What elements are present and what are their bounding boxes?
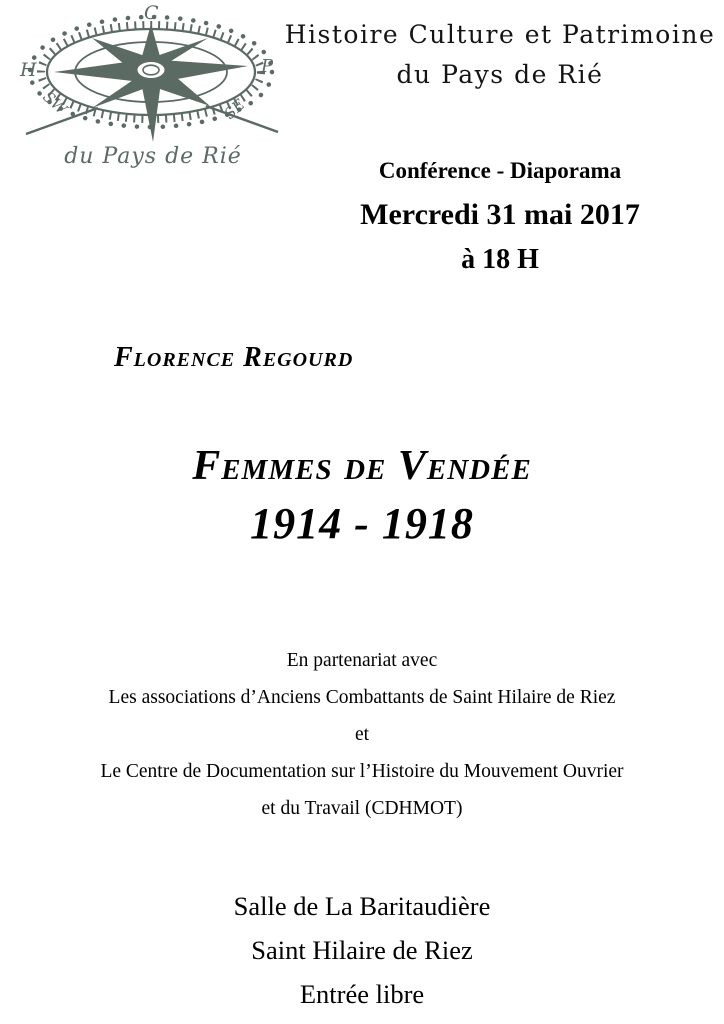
org-name-line2: du Pays de Rié	[396, 60, 604, 89]
compass-rose-graphic	[8, 2, 298, 152]
partnership-intro: En partenariat avec	[286, 650, 438, 671]
venue-admission: Entrée libre	[299, 979, 425, 1009]
partnership-block	[0, 642, 724, 827]
event-date: Mercredi 31 mai 2017	[360, 198, 640, 231]
partnership-line: et	[354, 724, 370, 745]
venue-block	[0, 884, 724, 1016]
event-years: 1914 - 1918	[250, 499, 474, 548]
compass-letter-c-icon: C	[144, 2, 159, 24]
logo-compass	[8, 2, 298, 169]
partnership-line: Le Centre de Documentation sur l’Histoire du Mouvement Ouvrier	[100, 761, 624, 782]
partnership-line: Les associations d’Anciens Combattants de Saint Hilaire de Riez	[108, 687, 616, 708]
event-type: Conférence - Diaporama	[378, 158, 622, 183]
compass-label-sw: SW	[39, 87, 71, 119]
logo-caption: du Pays de Rié	[64, 144, 242, 169]
compass-letter-p-icon: P	[261, 56, 274, 77]
event-time: à 18 H	[461, 244, 539, 275]
compass-hub-inner	[143, 65, 159, 75]
compass-star	[54, 24, 248, 142]
compass-label-se: SE	[220, 95, 249, 123]
speaker-name: Florence Regourd	[114, 342, 354, 373]
partnership-line: et du Travail (CDHMOT)	[261, 798, 463, 819]
venue-city: Saint Hilaire de Riez	[251, 935, 473, 965]
event-title: Femmes de Vendée	[192, 443, 532, 489]
compass-letter-h-icon: H	[20, 59, 37, 81]
org-name-line1: Histoire Culture et Patrimoine	[284, 20, 716, 49]
venue-place: Salle de La Baritaudière	[233, 891, 491, 921]
